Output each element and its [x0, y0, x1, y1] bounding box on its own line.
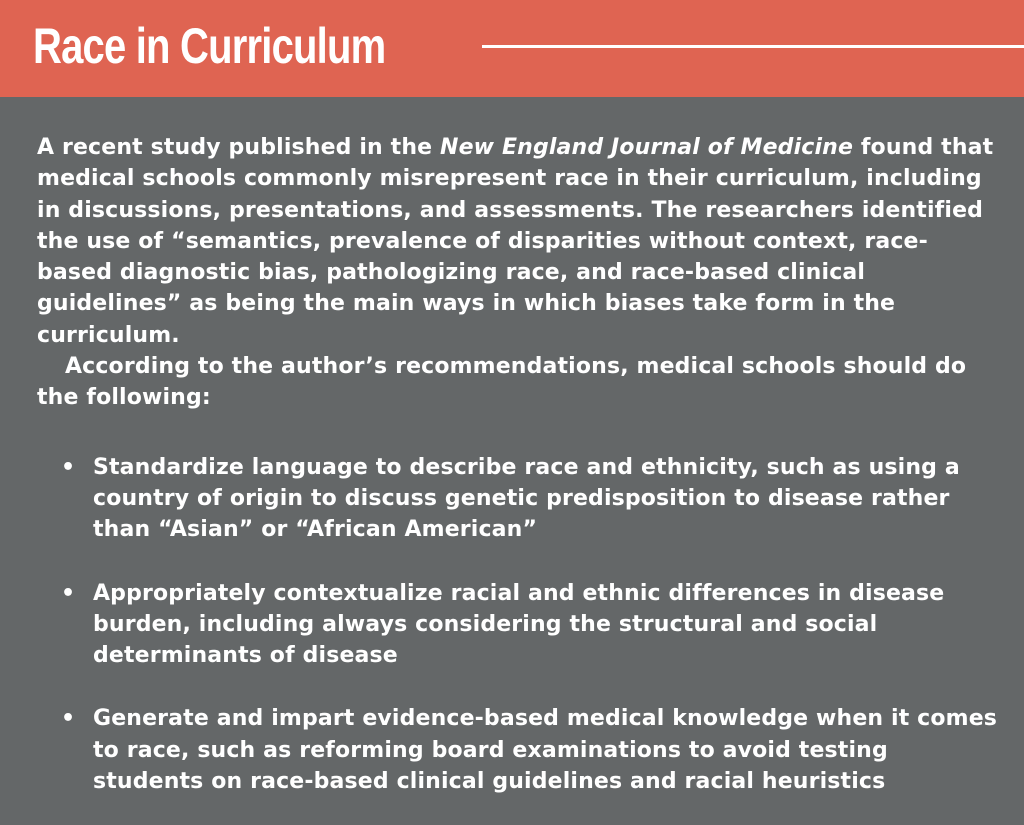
title-banner [0, 0, 1024, 97]
page-title: Race in Curriculum [33, 18, 386, 74]
bullet-text: Appropriately contextualize racial and ethnic differences in disease burden, including always considering the structural and social determinants of disease [93, 580, 945, 669]
list-item [37, 578, 1002, 672]
bullet-text: Generate and impart evidence-based medical knowledge when it comes to race, such as reforming board examinations to avoid testing students on race-based clinical guidelines and racial heuristics [93, 706, 998, 795]
intro-text-end: found that medical schools commonly misrepresent race in their curriculum, including in discussions, presentations, and assessments. The researchers identified the use of “semantics, prevalence of disparities without context, race-based diagnostic bias, pathologizing race, and race-based clinical guidelines” as being the main ways in which biases take form in the curriculum. [37, 135, 994, 348]
recommendation-lead: According to the author’s recommendations, medical schools should do the following: [37, 354, 967, 411]
bullet-icon: • [61, 454, 76, 480]
bullet-icon: • [61, 580, 76, 606]
title-rule [482, 45, 1024, 48]
bullet-text: Standardize language to describe race and ethnicity, such as using a country of origin to discuss genetic predisposition to disease rather than “Asian” or “African American” [93, 454, 960, 543]
list-item [37, 703, 1002, 797]
journal-name: New England Journal of Medicine [440, 135, 854, 160]
intro-paragraph [37, 132, 1002, 351]
article-body [37, 132, 1002, 825]
intro-text-start: A recent study published in the [37, 135, 441, 160]
bullet-icon: • [61, 706, 76, 732]
recommendation-list [37, 452, 1002, 798]
list-item [37, 452, 1002, 546]
